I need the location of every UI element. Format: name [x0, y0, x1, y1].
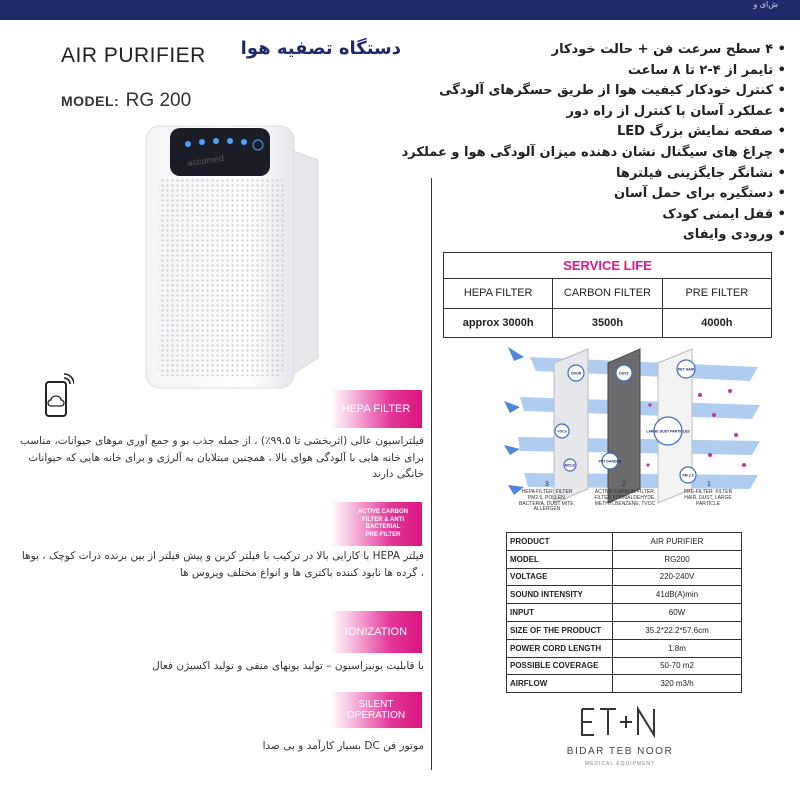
feature-item: • قفل ایمنی کودک	[406, 205, 786, 226]
bubble-label: PET DANDER	[598, 459, 622, 464]
service-value-cell: approx 3000h	[462, 317, 534, 329]
table-row	[507, 568, 742, 586]
brand-name: BIDAR TEB NOOR	[566, 746, 674, 757]
feature-item: • ۴ سطح سرعت فن + حالت خودکار	[406, 40, 786, 61]
feature-item: • صفحه نمایش بزرگ LED	[406, 122, 786, 143]
spec-value: 320 m3/h	[613, 675, 742, 693]
layer-caption: PRE-FILTER: FILTER HAIR, DUST, LARGE PARTICLE	[683, 489, 733, 507]
spec-key: VOLTAGE	[507, 568, 613, 586]
table-row	[507, 657, 742, 675]
ionization-description: با قابلیت یونیزاسیون – تولید یونهای منفی و تولید اکسیژن فعال	[152, 660, 424, 672]
layer-caption: HEPA FILTER: FILTER PM2.5, POLLEN, BACTERIA, DUST MITE, ALLERGEN	[518, 489, 576, 513]
bubble-label: DUST	[619, 371, 629, 376]
model-value: RG 200	[125, 90, 192, 111]
service-header-cell: PRE FILTER	[662, 279, 771, 308]
table-row	[507, 621, 742, 639]
model-label: MODEL:	[61, 93, 120, 109]
hepa-filter-tag: HEPA FILTER	[330, 390, 422, 428]
silent-operation-tag: SILENT OPERATION	[330, 692, 422, 728]
spec-value: AIR PURIFIER	[613, 533, 742, 551]
layer-number: 3	[545, 481, 549, 488]
feature-item: • ورودی وایفای	[406, 225, 786, 246]
bubble-label: PET HAIR	[677, 367, 695, 372]
spec-key: PRODUCT	[507, 533, 613, 551]
feature-item: • نشانگر جایگزینی فیلترها	[406, 164, 786, 185]
features-list	[401, 40, 786, 246]
silent-operation-description: موتور فن DC بسیار کارآمد و بی صدا	[262, 740, 424, 752]
service-life-table	[443, 252, 772, 338]
tag-line: PRE-FILTER	[365, 531, 401, 538]
table-row	[507, 550, 742, 568]
brand-subtitle: MEDICAL EQUIPMENT	[584, 761, 656, 767]
ionization-tag: IONIZATION	[330, 611, 422, 653]
spec-value: RG200	[613, 550, 742, 568]
feature-item: • کنترل خودکار کیفیت هوا از طریق حسگرهای آلودگی	[406, 81, 786, 102]
carbon-filter-tag	[330, 502, 422, 546]
air-purifier-image	[140, 118, 325, 393]
spec-value: 220-240V	[613, 568, 742, 586]
layer-number: 2	[622, 481, 626, 488]
feature-item: • تایمر از ۴-۲ تا ۸ ساعت	[406, 61, 786, 82]
spec-value: 1.8m	[613, 639, 742, 657]
spec-key: INPUT	[507, 604, 613, 622]
hepa-filter-description: فیلتراسیون عالی (اثربخشی تا ۹۹.۵٪) ، از جمله جذب بو و جمع آوری موهای حیوانات، مناسب برای خانه هایی با آلودگی هوای بالا ، همچنین مبتلایان به آلرژی و برای خانه هایی که حیوانات خانگی دارند	[19, 435, 424, 480]
spec-key: SOUND INTENSITY	[507, 586, 613, 604]
bubble-label: LARGE DUST PARTICLES	[646, 429, 690, 434]
btn-logo-icon	[580, 705, 658, 739]
top-banner	[0, 0, 800, 20]
tag-line: FILTER & ANTI BACTERIAL	[362, 516, 404, 530]
service-life-title: SERVICE LIFE	[444, 253, 771, 279]
title-persian: دستگاه تصفیه هوا	[240, 38, 401, 59]
spec-key: SIZE OF THE PRODUCT	[507, 621, 613, 639]
spec-key: POWER CORD LENGTH	[507, 639, 613, 657]
table-row	[507, 604, 742, 622]
tag-line: ACTIVE CARBON	[357, 509, 408, 515]
service-value-cell: 4000h	[662, 309, 771, 337]
spec-key: POSSIBLE COVERAGE	[507, 657, 613, 675]
service-value-cell: 3500h	[552, 309, 661, 337]
feature-item: • دستگیره برای حمل آسان	[406, 184, 786, 205]
table-row	[507, 533, 742, 551]
spec-value: 60W	[613, 604, 742, 622]
title-english: AIR PURIFIER	[61, 44, 206, 67]
column-divider	[431, 178, 432, 770]
spec-value: 50-70 m2	[613, 657, 742, 675]
device-brand: accumed	[186, 152, 225, 168]
spec-key: AIRFLOW	[507, 675, 613, 693]
wifi-phone-icon	[40, 372, 74, 420]
bubble-label: ODOR	[570, 371, 582, 376]
table-row	[507, 639, 742, 657]
service-header-cell: HEPA FILTER	[463, 287, 533, 299]
spec-value: 35.2*22.2*57.6cm	[613, 621, 742, 639]
feature-item: • چراغ های سیگنال نشان دهنده میزان آلودگی هوا و عملکرد	[406, 143, 786, 164]
feature-item: • عملکرد آسان با کنترل از راه دور	[406, 102, 786, 123]
table-row	[507, 675, 742, 693]
spec-key: MODEL	[507, 550, 613, 568]
service-header-cell: CARBON FILTER	[552, 279, 661, 308]
layer-number: 1	[707, 481, 711, 488]
banner-corner-text: ش‌ای و	[753, 0, 778, 9]
bubble-label: PM 2.5	[682, 473, 694, 478]
bubble-label: VOCs	[557, 429, 567, 434]
carbon-filter-description: فیلتر HEPA با کارایی بالا در ترکیب با فیلتر کربن و پیش فیلتر از بین برنده ذرات کوچک ، بوها ، گرده ها نابود کننده باکتری ها و انواع مختلف ویروس ها	[21, 550, 424, 579]
model-line	[61, 90, 191, 112]
spec-value: 41dB(A)min	[613, 586, 742, 604]
table-row	[507, 586, 742, 604]
specifications-table	[506, 532, 742, 693]
layer-caption: ACTIVE CARBON FILTER: FILTER FORMALDEHYDE, METHYLBENZENE, TVOC	[594, 489, 656, 507]
bubble-label: MOLD	[564, 463, 576, 468]
